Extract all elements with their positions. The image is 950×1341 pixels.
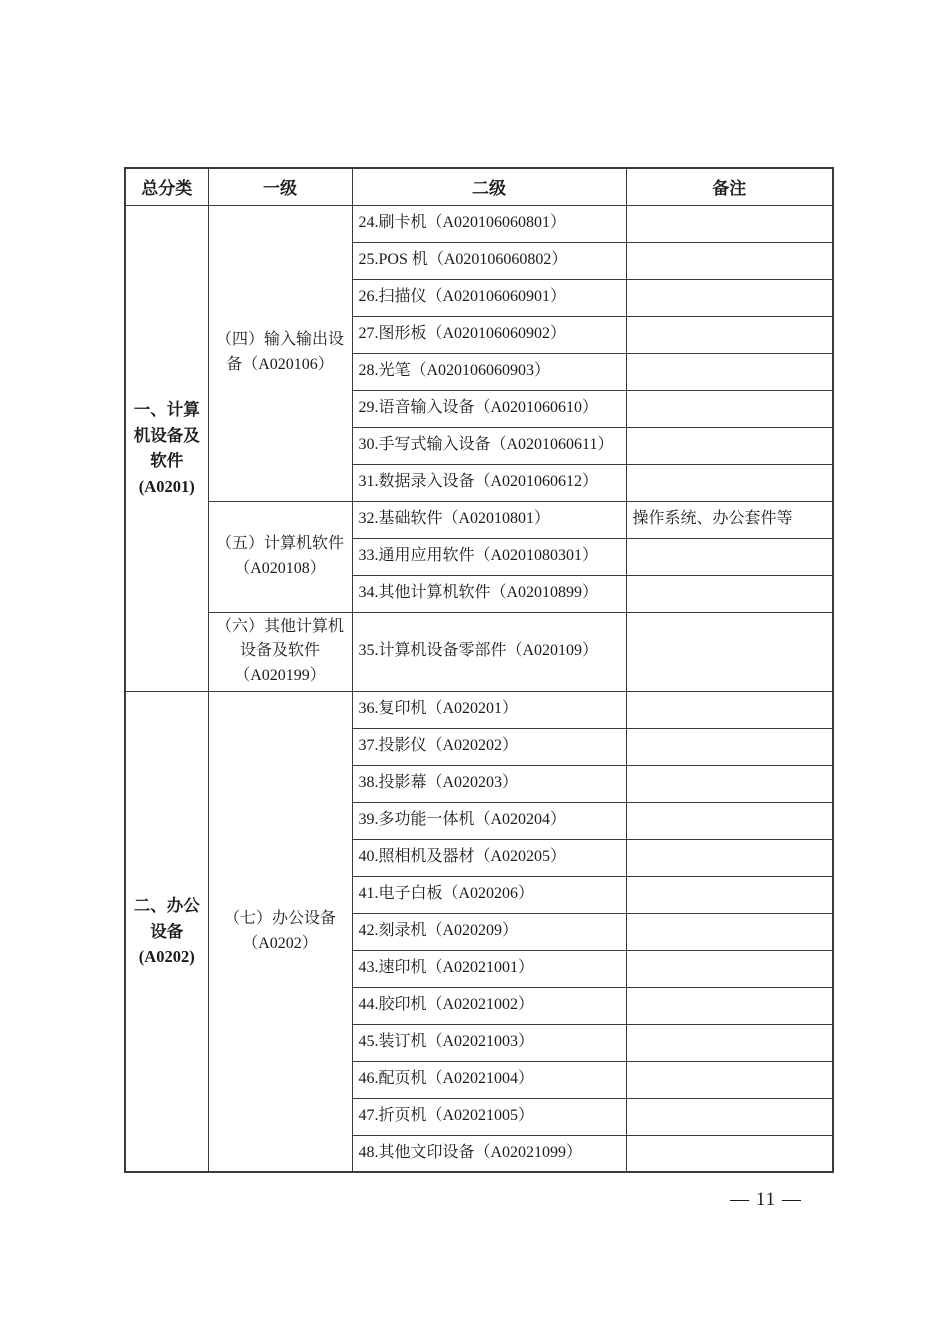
level2-cell: 35.计算机设备零部件（A020109） <box>352 612 626 691</box>
remark-cell <box>626 279 833 316</box>
remark-cell <box>626 1135 833 1172</box>
remark-cell <box>626 353 833 390</box>
remark-cell <box>626 538 833 575</box>
level2-cell: 29.语音输入设备（A0201060610） <box>352 390 626 427</box>
page-number: — 11 — <box>730 1189 802 1210</box>
remark-cell <box>626 802 833 839</box>
level2-cell: 37.投影仪（A020202） <box>352 728 626 765</box>
remark-cell <box>626 876 833 913</box>
header-cell-level1: 一级 <box>208 168 352 205</box>
level2-cell: 32.基础软件（A02010801） <box>352 501 626 538</box>
remark-cell <box>626 913 833 950</box>
remark-cell <box>626 839 833 876</box>
level2-cell: 44.胶印机（A02021002） <box>352 987 626 1024</box>
level2-cell: 27.图形板（A020106060902） <box>352 316 626 353</box>
remark-cell <box>626 987 833 1024</box>
remark-cell <box>626 575 833 612</box>
header-row <box>125 168 833 205</box>
level2-cell: 31.数据录入设备（A0201060612） <box>352 464 626 501</box>
category-cell: 一、计算机设备及软件(A0201) <box>125 205 208 691</box>
level2-cell: 25.POS 机（A020106060802） <box>352 242 626 279</box>
remark-cell <box>626 316 833 353</box>
level2-cell: 46.配页机（A02021004） <box>352 1061 626 1098</box>
remark-cell <box>626 242 833 279</box>
level2-cell: 42.刻录机（A020209） <box>352 913 626 950</box>
level2-cell: 33.通用应用软件（A0201080301） <box>352 538 626 575</box>
level2-cell: 45.装订机（A02021003） <box>352 1024 626 1061</box>
remark-cell <box>626 950 833 987</box>
table-body <box>125 205 833 1172</box>
table-row <box>125 501 833 538</box>
header-cell-remark: 备注 <box>626 168 833 205</box>
table-row <box>125 691 833 728</box>
table-header <box>125 168 833 205</box>
level2-cell: 43.速印机（A02021001） <box>352 950 626 987</box>
level2-cell: 34.其他计算机软件（A02010899） <box>352 575 626 612</box>
category-cell: 二、办公设备(A0202) <box>125 691 208 1172</box>
remark-cell <box>626 390 833 427</box>
remark-cell <box>626 427 833 464</box>
level2-cell: 39.多功能一体机（A020204） <box>352 802 626 839</box>
remark-cell <box>626 765 833 802</box>
header-cell-level2: 二级 <box>352 168 626 205</box>
level2-cell: 40.照相机及器材（A020205） <box>352 839 626 876</box>
category-table <box>124 167 834 1173</box>
level1-cell: （六）其他计算机设备及软件（A020199） <box>208 612 352 691</box>
level2-cell: 36.复印机（A020201） <box>352 691 626 728</box>
remark-cell <box>626 464 833 501</box>
level2-cell: 48.其他文印设备（A02021099） <box>352 1135 626 1172</box>
header-cell-general-category: 总分类 <box>125 168 208 205</box>
level2-cell: 47.折页机（A02021005） <box>352 1098 626 1135</box>
level2-cell: 38.投影幕（A020203） <box>352 765 626 802</box>
remark-cell <box>626 612 833 691</box>
remark-cell <box>626 1061 833 1098</box>
level2-cell: 41.电子白板（A020206） <box>352 876 626 913</box>
table-row <box>125 205 833 242</box>
level2-cell: 28.光笔（A020106060903） <box>352 353 626 390</box>
remark-cell <box>626 1098 833 1135</box>
level2-cell: 26.扫描仪（A020106060901） <box>352 279 626 316</box>
level1-cell: （七）办公设备（A0202） <box>208 691 352 1172</box>
level1-cell: （五）计算机软件（A020108） <box>208 501 352 612</box>
table-row <box>125 612 833 691</box>
level2-cell: 24.刷卡机（A020106060801） <box>352 205 626 242</box>
remark-cell <box>626 205 833 242</box>
level1-cell: （四）输入输出设备（A020106） <box>208 205 352 501</box>
remark-cell <box>626 728 833 765</box>
level2-cell: 30.手写式输入设备（A0201060611） <box>352 427 626 464</box>
remark-cell <box>626 1024 833 1061</box>
remark-cell: 操作系统、办公套件等 <box>626 501 833 538</box>
remark-cell <box>626 691 833 728</box>
